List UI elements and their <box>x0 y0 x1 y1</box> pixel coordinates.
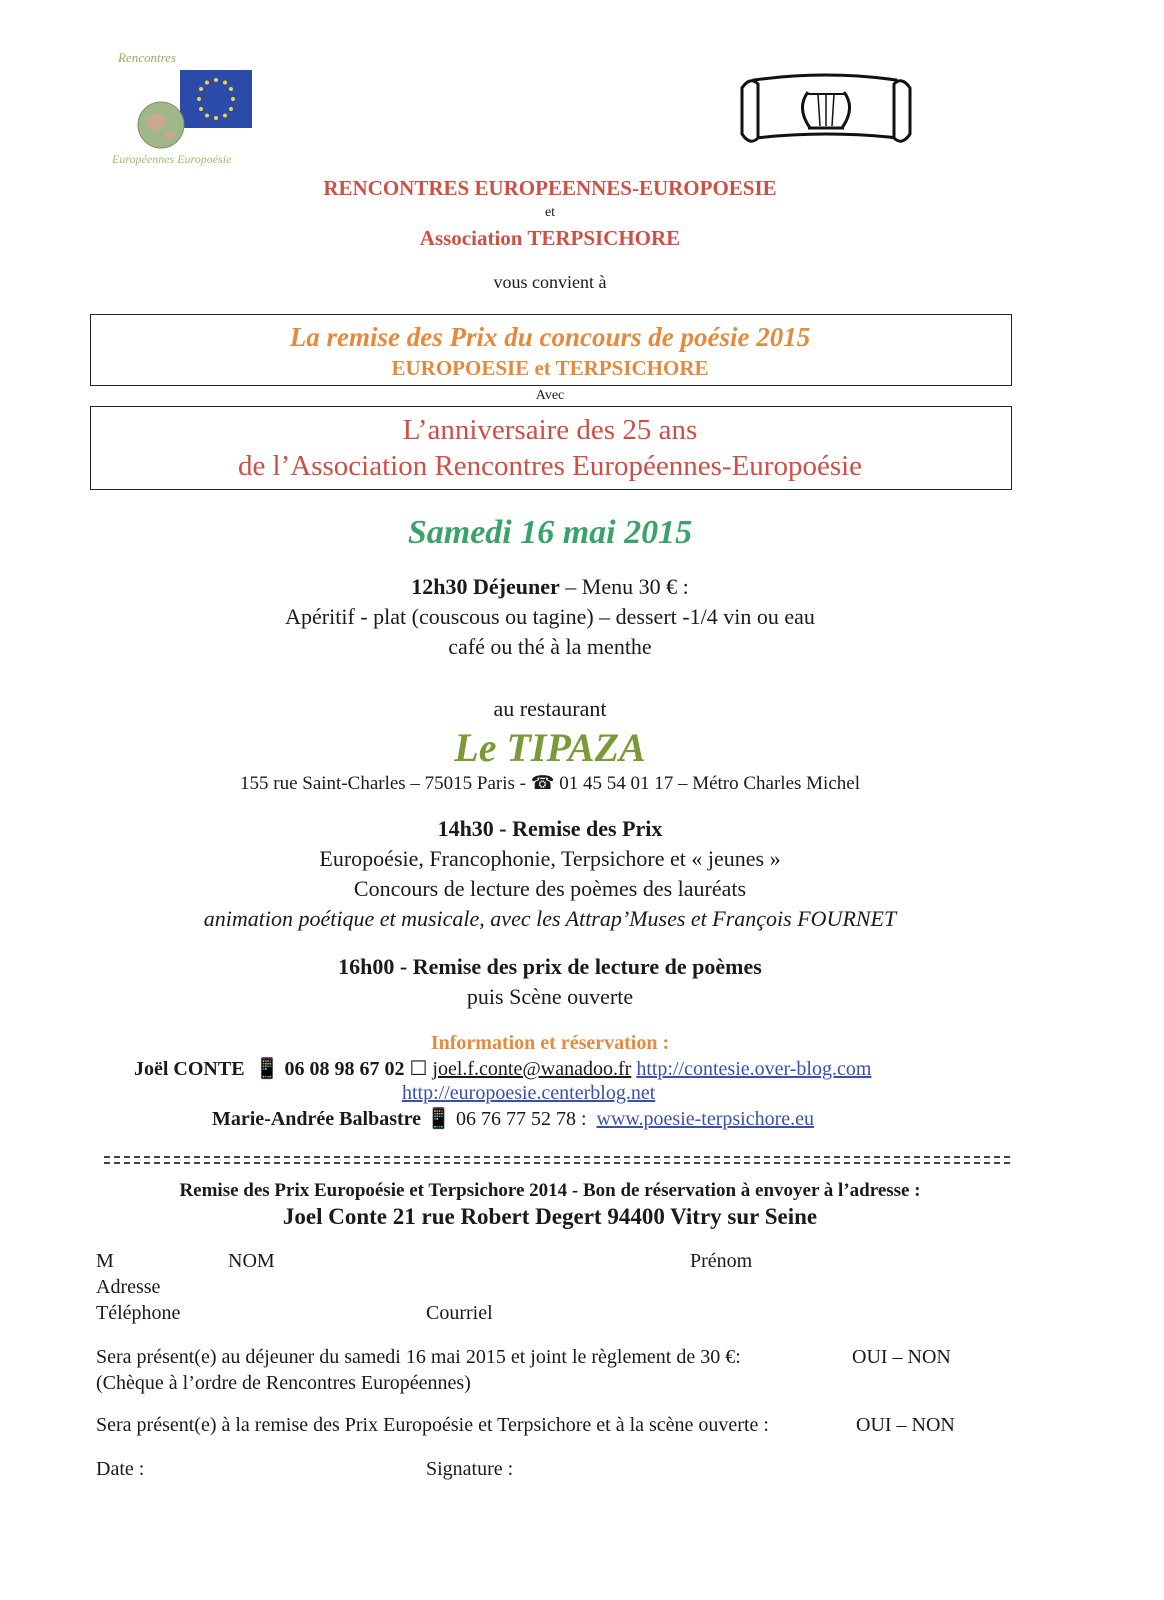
contact-2-phone: 06 76 77 52 78 : <box>455 1108 587 1130</box>
telephone-icon: ☎ <box>530 773 555 794</box>
date-label: Date : <box>96 1458 145 1480</box>
lunch-drinks: café ou thé à la menthe <box>448 634 652 659</box>
cheque-note: (Chèque à l’ordre de Rencontres Européennes) <box>96 1372 471 1394</box>
blog-2-link[interactable]: http://europoesie.centerblog.net <box>402 1082 656 1104</box>
lunch-menu-items: Apéritif - plat (couscous ou tagine) – dessert -1/4 vin ou eau <box>285 604 815 629</box>
restaurant-phone: 01 45 54 01 17 – Métro Charles Michel <box>559 773 860 794</box>
mobile-phone-icon: 📱 <box>426 1108 451 1130</box>
anniversary-line-1: L’anniversaire des 25 ans <box>402 414 698 446</box>
prize-subtitle: EUROPOESIE et TERPSICHORE <box>391 356 709 380</box>
organizer-1: RENCONTRES EUROPEENNES-EUROPOESIE <box>323 176 777 200</box>
info-title: Information et réservation : <box>430 1032 670 1054</box>
lunch-question: Sera présent(e) au déjeuner du samedi 16 mai 2015 et joint le règlement de 30 €: <box>96 1346 741 1368</box>
separator-line <box>104 1156 1010 1158</box>
logo-top-text: Rencontres <box>118 50 176 65</box>
restaurant-intro: au restaurant <box>493 696 607 721</box>
ceremony-question: Sera présent(e) à la remise des Prix Europoésie et Terpsichore et à la scène ouverte : <box>96 1414 769 1436</box>
separator-line-2 <box>104 1162 1010 1164</box>
invite-text: vous convient à <box>493 272 607 292</box>
globe-icon <box>136 100 186 150</box>
m-label: M <box>96 1250 114 1272</box>
prize-title: La remise des Prix du concours de poésie 2015 <box>289 322 811 352</box>
mobile-phone-icon: 📱 <box>254 1058 280 1080</box>
contact-2-site-link[interactable]: www.poesie-terpsichore.eu <box>596 1108 815 1130</box>
lyre-scroll-icon <box>736 68 916 148</box>
logo-bottom-text: Européennes Europoésie <box>112 152 232 166</box>
restaurant-address-line <box>0 772 1100 795</box>
lunch-answer[interactable]: OUI – NON <box>852 1346 951 1368</box>
anniversary-line-2: de l’Association Rencontres Européennes-Europoésie <box>237 450 863 482</box>
eu-flag-icon <box>180 70 252 128</box>
prizes-animation: animation poétique et musicale, avec les Attrap’Muses et François FOURNET <box>203 906 897 931</box>
lunch-time: 12h30 Déjeuner <box>411 574 560 599</box>
prizes-categories: Europoésie, Francophonie, Terpsichore et « jeunes » <box>319 846 781 871</box>
event-date: Samedi 16 mai 2015 <box>407 514 693 551</box>
email-icon: ☐ <box>409 1058 428 1080</box>
prenom-label: Prénom <box>690 1250 753 1272</box>
avec-text: Avec <box>535 388 565 403</box>
lunch-menu: – Menu 30 € : <box>559 574 689 599</box>
telephone-label: Téléphone <box>96 1302 181 1324</box>
adresse-label: Adresse <box>96 1276 161 1298</box>
contact-1-blog-link[interactable]: http://contesie.over-blog.com <box>636 1058 872 1080</box>
lunch-heading <box>0 574 1100 600</box>
contact-1-email[interactable]: joel.f.conte@wanadoo.fr <box>432 1058 632 1080</box>
organizer-2: Association TERPSICHORE <box>419 226 681 250</box>
prizes-reading: Concours de lecture des poèmes des lauréats <box>353 876 747 901</box>
contact-1-name: Joël CONTE <box>134 1058 245 1080</box>
contact-2-name: Marie-Andrée Balbastre <box>212 1108 422 1130</box>
header-et: et <box>544 205 556 220</box>
reading-open-stage: puis Scène ouverte <box>466 984 634 1009</box>
contact-1-line <box>134 1056 871 1081</box>
reading-title: 16h00 - Remise des prix de lecture de poèmes <box>338 954 762 979</box>
prizes-title: 14h30 - Remise des Prix <box>437 816 663 841</box>
ceremony-answer[interactable]: OUI – NON <box>856 1414 955 1436</box>
europoesie-logo <box>110 48 290 173</box>
form-address: Joel Conte 21 rue Robert Degert 94400 Vitry sur Seine <box>282 1204 818 1229</box>
restaurant-address: 155 rue Saint-Charles – 75015 Paris - <box>240 773 527 794</box>
form-title: Remise des Prix Europoésie et Terpsichore 2014 - Bon de réservation à envoyer à l’adresse : <box>179 1180 921 1201</box>
restaurant-name: Le TIPAZA <box>454 725 646 770</box>
nom-label: NOM <box>228 1250 275 1272</box>
courriel-label: Courriel <box>426 1302 493 1324</box>
contact-1-phone: 06 08 98 67 02 <box>284 1058 405 1080</box>
signature-label: Signature : <box>426 1458 514 1480</box>
contact-2-line <box>212 1106 814 1131</box>
